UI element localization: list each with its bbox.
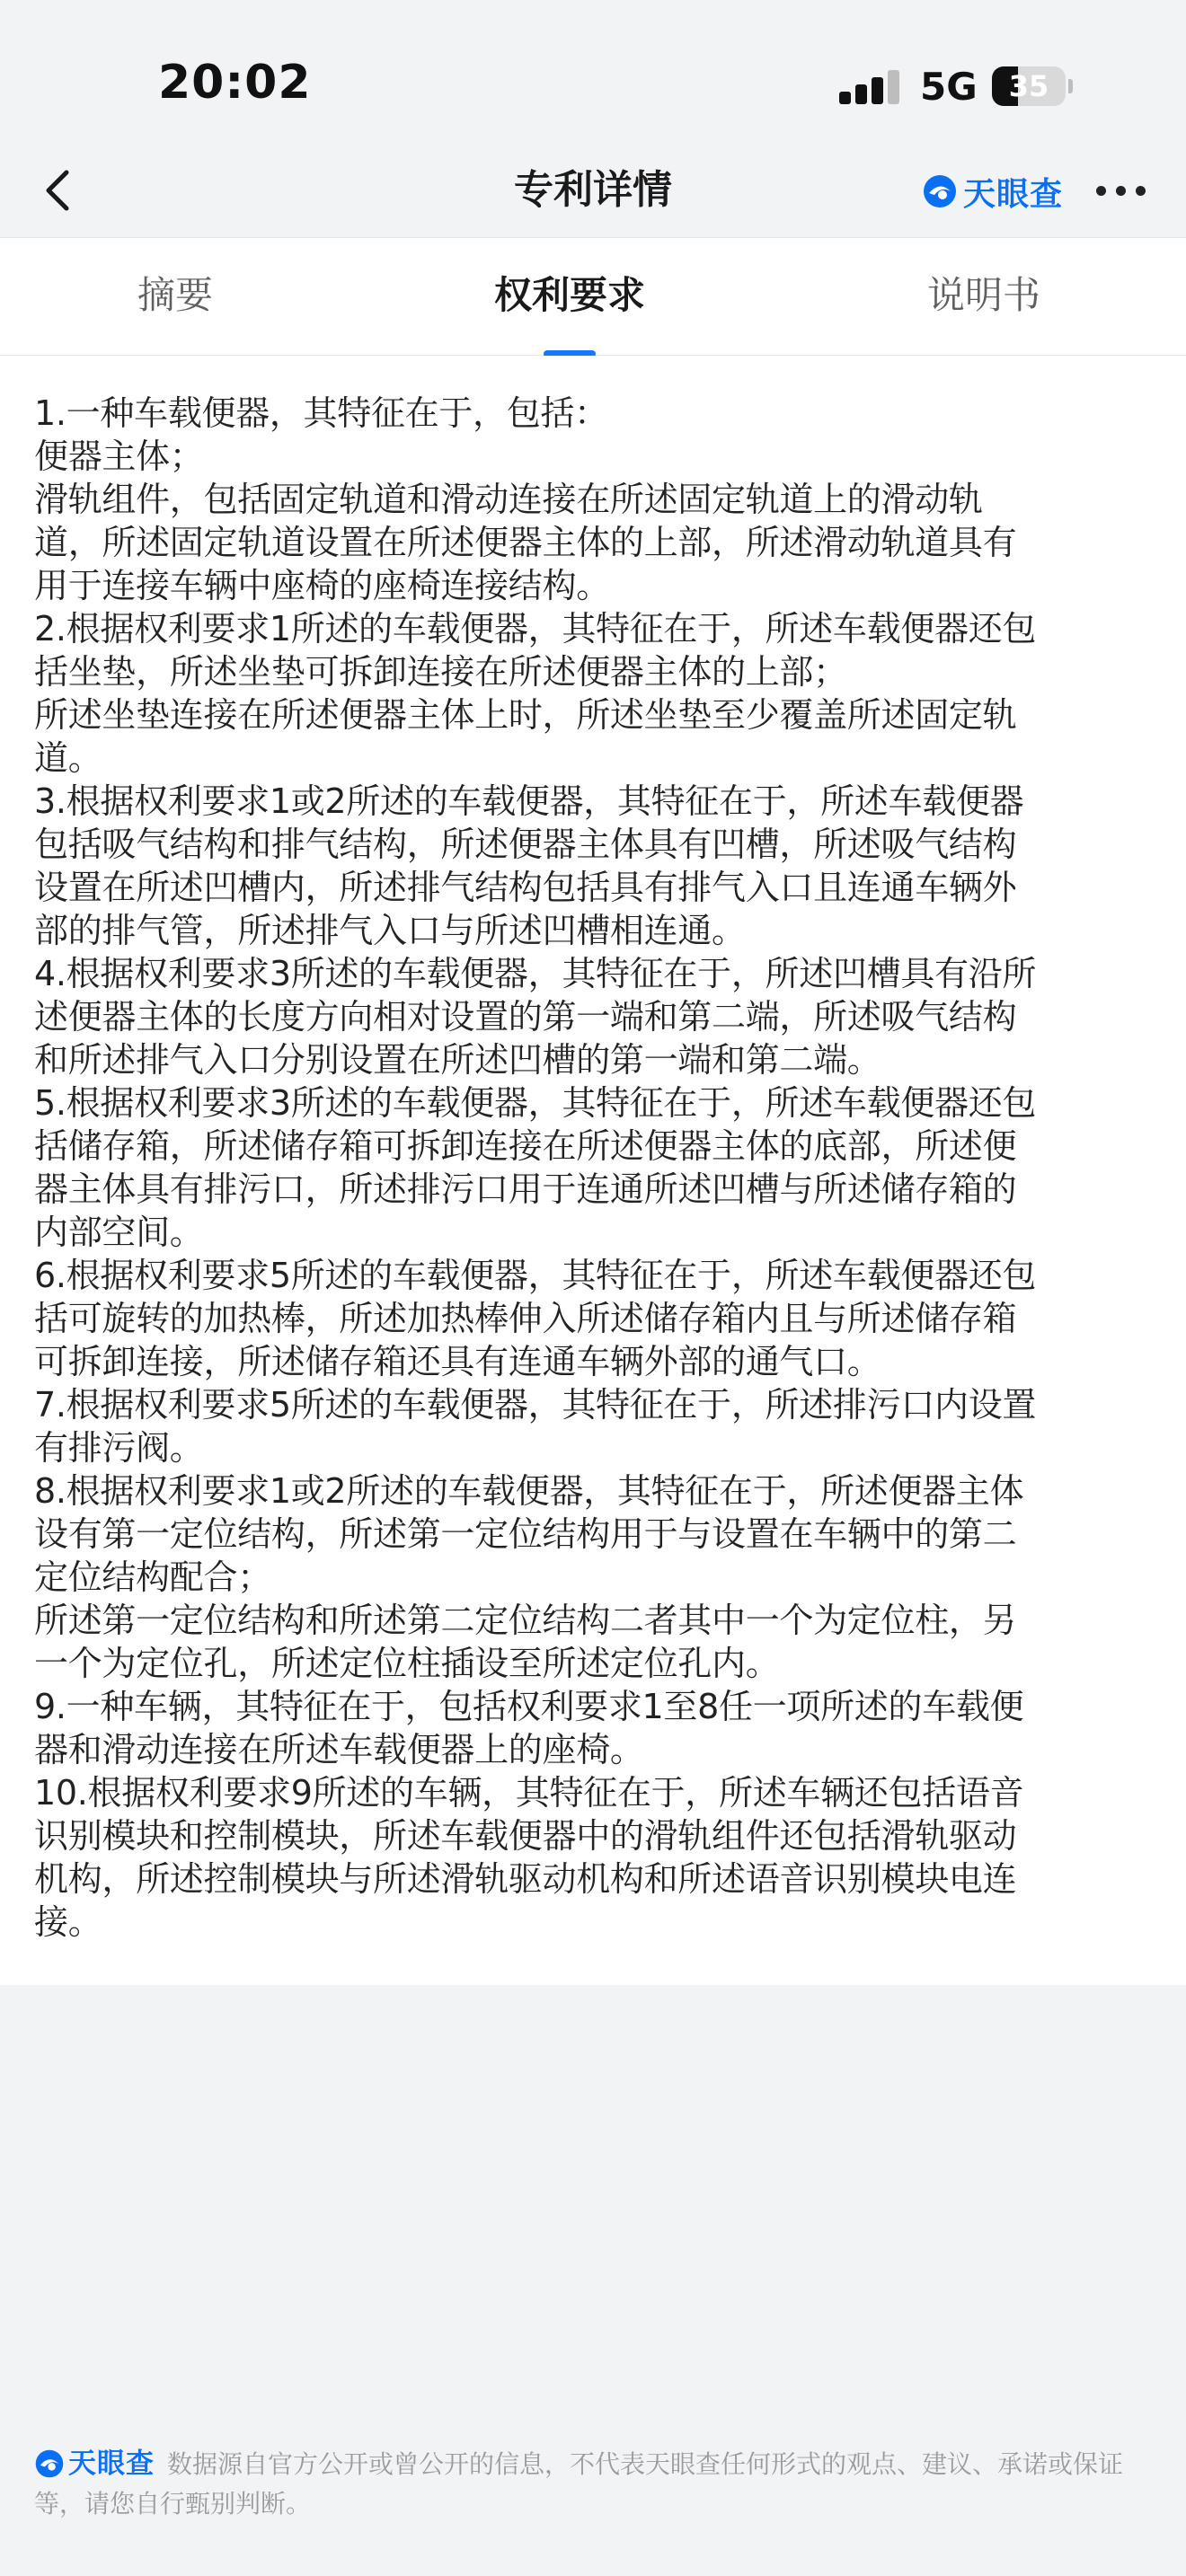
claim-line: 有排污阀。	[34, 1428, 204, 1468]
claim-line: 5.根据权利要求3所述的车载便器，其特征在于，所述车载便器还包	[34, 1083, 1037, 1123]
claim-line: 6.根据权利要求5所述的车载便器，其特征在于，所述车载便器还包	[34, 1256, 1037, 1295]
claim-line: 括坐垫，所述坐垫可拆卸连接在所述便器主体的上部；	[34, 652, 847, 692]
claim-line: 10.根据权利要求9所述的车辆，其特征在于，所述车辆还包括语音	[34, 1773, 1024, 1813]
page-title: 专利详情	[514, 167, 672, 213]
claim-line: 8.根据权利要求1或2所述的车载便器，其特征在于，所述便器主体	[34, 1471, 1024, 1511]
claim-line: 设有第一定位结构，所述第一定位结构用于与设置在车辆中的第二	[34, 1514, 1017, 1554]
tab-claims[interactable]	[444, 238, 695, 357]
claim-line: 4.根据权利要求3所述的车载便器，其特征在于，所述凹槽具有沿所	[34, 954, 1037, 993]
tianyancha-logo-icon	[34, 2448, 65, 2479]
footer-brand	[34, 2445, 155, 2483]
disclaimer-text: 数据源自官方公开或曾公开的信息，不代表天眼查任何形式的观点、建议、承诺或保证等，请您自行甄别判断。	[34, 2449, 1124, 2519]
claim-line: 括储存箱，所述储存箱可拆卸连接在所述便器主体的底部，所述便	[34, 1126, 1017, 1166]
claims-content	[0, 356, 1186, 1985]
tab-description[interactable]	[890, 238, 1078, 357]
tab-bar	[0, 237, 1186, 356]
claim-line: 所述第一定位结构和所述第二定位结构二者其中一个为定位柱，另	[34, 1601, 1017, 1640]
claim-line: 道。	[34, 738, 102, 778]
claim-line: 3.根据权利要求1或2所述的车载便器，其特征在于，所述车载便器	[34, 781, 1024, 821]
battery-level: 35	[1008, 69, 1049, 103]
brand-logo	[922, 171, 1063, 212]
claim-line: 识别模块和控制模块，所述车载便器中的滑轨组件还包括滑轨驱动	[34, 1816, 1017, 1856]
claim-line: 机构，所述控制模块与所述滑轨驱动机构和所述语音识别模块电连	[34, 1859, 1017, 1899]
claim-line: 内部空间。	[34, 1213, 204, 1252]
claim-line: 便器主体；	[34, 437, 204, 476]
claim-line: 述便器主体的长度方向相对设置的第一端和第二端，所述吸气结构	[34, 997, 1017, 1037]
claim-line: 设置在所述凹槽内，所述排气结构包括具有排气入口且连通车辆外	[34, 868, 1017, 907]
claim-line: 道，所述固定轨道设置在所述便器主体的上部，所述滑动轨道具有	[34, 523, 1017, 562]
claim-line: 1.一种车载便器，其特征在于，包括：	[34, 393, 608, 433]
status-bar	[0, 0, 1186, 144]
claim-line: 所述坐垫连接在所述便器主体上时，所述坐垫至少覆盖所述固定轨	[34, 695, 1017, 735]
claim-line: 7.根据权利要求5所述的车载便器，其特征在于，所述排污口内设置	[34, 1385, 1037, 1425]
cellular-signal-icon	[839, 68, 902, 104]
claim-line: 括可旋转的加热棒，所述加热棒伸入所述储存箱内且与所述储存箱	[34, 1299, 1017, 1338]
claim-line: 包括吸气结构和排气结构，所述便器主体具有凹槽，所述吸气结构	[34, 825, 1017, 864]
claim-line: 9.一种车辆，其特征在于，包括权利要求1至8任一项所述的车载便	[34, 1687, 1024, 1726]
claim-line: 部的排气管，所述排气入口与所述凹槽相连通。	[34, 911, 746, 950]
tab-label: 摘要	[137, 273, 213, 317]
claim-line: 可拆卸连接，所述储存箱还具有连通车辆外部的通气口。	[34, 1342, 881, 1381]
claim-line: 一个为定位孔，所述定位柱插设至所述定位孔内。	[34, 1644, 780, 1683]
claim-line: 和所述排气入口分别设置在所述凹槽的第一端和第二端。	[34, 1040, 881, 1080]
claim-line: 用于连接车辆中座椅的座椅连接结构。	[34, 566, 610, 605]
footer-brand-name: 天眼查	[68, 2448, 155, 2480]
tab-label: 说明书	[926, 273, 1040, 317]
battery-icon	[992, 66, 1073, 106]
claim-line: 定位结构配合；	[34, 1557, 271, 1597]
tab-label: 权利要求	[493, 273, 645, 317]
network-type: 5G	[920, 65, 978, 109]
more-options-icon[interactable]	[1089, 174, 1152, 207]
claim-line: 2.根据权利要求1所述的车载便器，其特征在于，所述车载便器还包	[34, 609, 1037, 648]
tab-abstract[interactable]	[81, 238, 270, 357]
tianyancha-logo-icon	[922, 173, 958, 209]
claim-line: 器和滑动连接在所述车载便器上的座椅。	[34, 1730, 644, 1769]
footer-disclaimer	[34, 2445, 1157, 2524]
brand-name: 天眼查	[963, 175, 1064, 213]
claim-line: 接。	[34, 1902, 102, 1942]
nav-bar	[0, 144, 1186, 237]
claim-line: 滑轨组件，包括固定轨道和滑动连接在所述固定轨道上的滑动轨	[34, 480, 983, 519]
back-arrow-icon[interactable]	[34, 163, 88, 217]
claim-line: 器主体具有排污口，所述排污口用于连通所述凹槽与所述储存箱的	[34, 1169, 1017, 1209]
status-time: 20:02	[158, 56, 312, 110]
